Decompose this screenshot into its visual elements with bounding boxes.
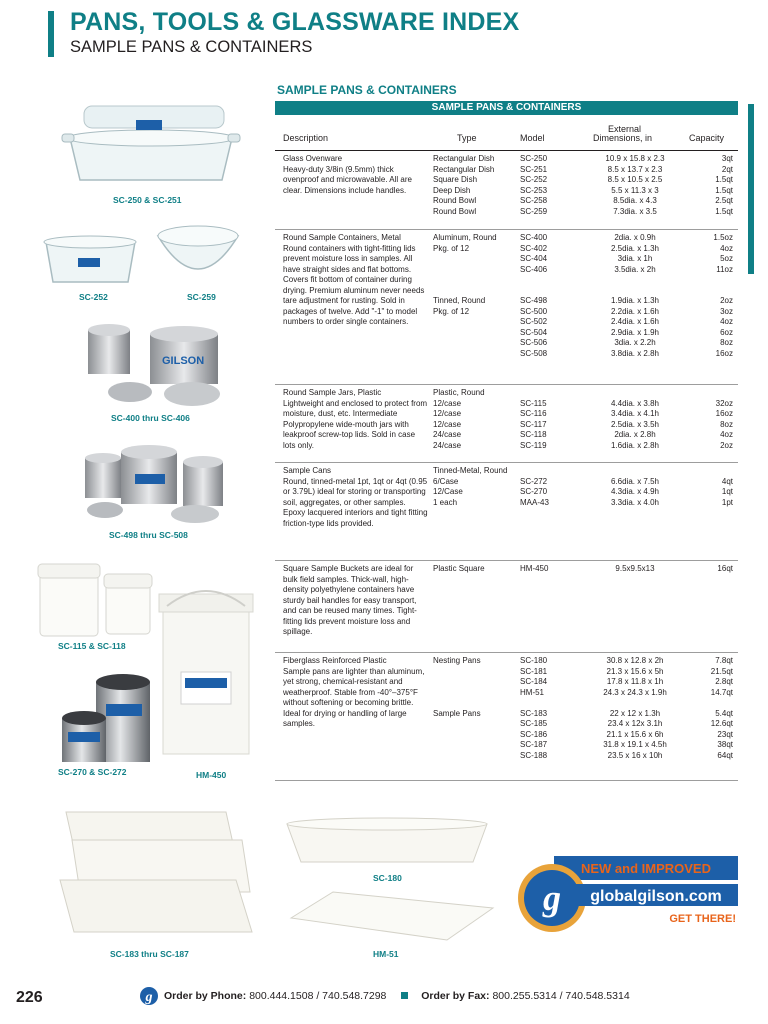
row-capacity [687,286,733,297]
row-model: SC-251 [520,164,548,174]
row-dimensions-column [575,388,695,451]
row-description: Fiberglass Reinforced Plastic Sample pans are lighter than aluminum, yet strong, chemical-resistant and weatherproof. Stable from -40°–375°F without softening or becoming brittle. Ideal for drying or handling of large samples. [283,656,425,728]
row-model: SC-404 [520,254,548,263]
row-type [433,730,515,741]
row-type: Round Bowl [433,206,477,216]
row-type [433,719,515,730]
row-model: SC-188 [520,750,548,760]
col-description-header: Description [283,133,329,143]
row-model: SC-402 [520,243,548,253]
table-title-bar: SAMPLE PANS & CONTAINERS [275,101,738,115]
row-model: SC-183 [520,708,548,718]
page-title: PANS, TOOLS & GLASSWARE INDEX [70,8,520,36]
row-model-column [520,233,572,359]
row-dimensions [575,698,695,709]
row-type: Pkg. of 12 [433,243,470,253]
row-model-column [520,656,572,761]
caption-hm-51: HM-51 [373,949,399,959]
row-model-column [520,564,572,575]
row-capacity-column [687,388,733,451]
row-model-column [520,388,572,451]
caption-hm-450: HM-450 [196,770,227,780]
row-type: Pkg. of 12 [433,306,470,316]
row-model: SC-506 [520,338,548,347]
footer-order-info [164,990,630,1002]
row-capacity: 2qt [721,164,733,174]
row-capacity: 4oz [720,243,733,253]
row-model: SC-502 [520,317,548,326]
row-type: Plastic Square [433,564,485,573]
footer-fax-label: Order by Fax: [421,990,490,1002]
row-description: Sample Cans Round, tinned-metal 1pt, 1qt or 4qt (0.95 or 3.79L) ideal for storing or transporting soil, aggregates, or other samples. Epoxy lacquered interiors and tight fitting friction-type lids provided. [283,466,428,528]
row-type: Tinned, Round [433,296,486,305]
row-dimensions: 2.9dia. x 1.9h [610,327,660,337]
row-model: SC-187 [520,740,548,749]
row-dimensions: 3.5dia. x 2h [614,264,656,274]
row-model: SC-119 [520,440,547,450]
row-model [520,698,572,709]
row-dimensions: 24.3 x 24.3 x 1.9h [603,687,667,697]
row-dimensions: 21.1 x 15.6 x 6h [606,729,664,739]
row-type: Plastic, Round [433,388,485,397]
row-type: 12/case [433,398,462,408]
row-model: SC-498 [520,296,548,305]
row-dimensions: 2dia. x 2.8h [614,430,656,439]
nesting-pans-image [56,800,256,942]
col-type-header: Type [457,133,477,143]
row-capacity: 6oz [720,327,733,337]
row-capacity: 2.5qt [715,196,733,205]
square-bucket-image [157,580,255,760]
row-type [433,349,515,360]
row-dimensions: 4.4dia. x 3.8h [610,398,660,408]
row-type-column [433,564,515,575]
row-type: 24/case [433,440,462,450]
caption-sc-400-406: SC-400 thru SC-406 [111,413,190,423]
row-capacity-column [687,466,733,508]
row-type: Rectangular Dish [433,164,495,174]
row-dimensions-column [575,154,695,217]
row-model: SC-272 [520,476,548,486]
row-type-column [433,233,515,359]
row-type [433,688,515,699]
row-model: SC-259 [520,206,548,216]
aluminum-containers-image [80,318,230,410]
row-type: Round Bowl [433,196,477,205]
row-model: SC-184 [520,677,548,686]
row-type [433,677,515,688]
row-capacity: 5.4qt [715,708,733,718]
row-capacity: 11oz [716,264,733,274]
caption-sc-252: SC-252 [79,292,108,302]
table-row [275,150,738,230]
col-dim-header-line2: Dimensions, in [593,133,653,143]
row-capacity: 23qt [717,729,733,739]
page-number: 226 [16,989,43,1006]
table-row [275,652,738,781]
row-capacity-column [687,656,733,761]
row-dimensions [575,286,695,297]
row-model [520,286,572,297]
table-row [275,229,738,385]
row-type: 24/case [433,430,462,439]
row-dimensions: 9.5x9.5x13 [615,564,655,573]
globalgilson-ad[interactable] [514,854,740,934]
row-model: SC-406 [520,264,548,274]
glass-rectangular-dish-image [56,94,246,194]
row-dimensions: 31.8 x 19.1 x 4.5h [603,740,667,749]
row-dimensions: 3.3dia. x 4.0h [610,497,660,507]
row-capacity: 1pt [721,497,733,507]
row-capacity: 16oz [715,409,733,418]
tinned-containers-image [75,440,235,526]
row-type [433,751,515,762]
row-type: Deep Dish [433,185,471,195]
row-dimensions: 6.6dia. x 7.5h [610,476,660,486]
row-type: Sample Pans [433,708,481,718]
svg-text:g: g [543,878,561,918]
row-model: SC-270 [520,487,548,496]
row-type: Aluminum, Round [433,233,497,242]
row-dimensions: 2.2dia. x 1.6h [610,306,660,316]
row-capacity: 3oz [720,306,733,316]
row-type: Tinned-Metal, Round [433,466,508,475]
row-dimensions: 8.5 x 13.7 x 2.3 [607,164,663,174]
row-model: SC-181 [520,666,548,676]
row-dimensions-column [575,656,695,761]
col-dim-header-line1: External [608,124,642,134]
row-dimensions: 1.6dia. x 2.8h [610,440,660,450]
row-capacity: 21.5qt [710,666,733,676]
gilson-g-logo-icon [139,985,159,1007]
caption-sc-180: SC-180 [373,873,402,883]
footer-phone[interactable]: 800.444.1508 / 740.548.7298 [249,990,387,1002]
row-dimensions: 5.5 x 11.3 x 3 [611,185,659,195]
row-capacity [687,466,733,477]
row-dimensions: 8.5dia. x 4.3 [613,196,657,205]
ad-site-text: globalgilson.com [590,888,722,905]
row-dimensions: 8.5 x 10.5 x 2.5 [607,175,663,184]
row-type: 12/case [433,419,462,429]
row-model: SC-258 [520,196,548,205]
row-model-column [520,154,572,217]
row-dimensions: 23.5 x 16 x 10h [607,750,663,760]
caption-sc-498-508: SC-498 thru SC-508 [109,530,188,540]
row-model: SC-252 [520,175,548,184]
table-row [275,384,738,463]
row-dimensions: 3.8dia. x 2.8h [610,348,660,358]
row-dimensions-column [575,466,695,508]
edge-tab-marker [748,104,754,274]
row-type [433,740,515,751]
row-model: SC-253 [520,185,548,195]
row-type: Square Dish [433,175,478,184]
row-capacity [687,388,733,399]
row-dimensions: 3dia. x 2.2h [614,338,656,347]
row-type-column [433,388,515,451]
row-capacity: 8oz [720,419,733,429]
row-capacity: 1.5qt [715,175,733,184]
col-model-header: Model [520,133,545,143]
row-capacity: 16qt [717,564,733,573]
row-dimensions: 7.3dia. x 3.5 [613,206,657,216]
row-dimensions [575,466,695,477]
row-dimensions: 1.9dia. x 1.3h [610,296,660,305]
row-model [520,388,572,399]
row-dimensions: 17.8 x 11.8 x 1h [606,677,664,686]
row-type: Rectangular Dish [433,154,495,163]
row-type [433,317,515,328]
ad-new-improved-text: NEW and IMPROVED [580,861,712,876]
row-dimensions: 10.9 x 15.8 x 2.3 [605,154,665,163]
row-capacity: 2oz [720,440,733,450]
row-model: SC-185 [520,719,548,728]
row-description: Round Sample Containers, Metal Round containers with tight-fitting lids prevent moisture loss in samples. All have straight sides and flat bottoms. Covers fit bottom of container during drying. Premium aluminum never needs tare adjustment for rusting. Sold in packages of twelve. Add "-1" to model numbers to order single containers. [283,233,425,326]
row-type-column [433,656,515,761]
page-subtitle: SAMPLE PANS & CONTAINERS [70,38,313,56]
row-model: SC-115 [520,398,547,408]
footer-separator-icon [401,992,408,999]
row-dimensions: 3dia. x 1h [617,254,653,263]
footer-fax[interactable]: 800.255.5314 / 740.548.5314 [492,990,630,1002]
row-capacity: 1.5qt [715,206,733,216]
row-description: Glass Ovenware Heavy-duty 3/8in (9.5mm) thick ovenproof and microwavable. All are clear. Dimensions include handles. [283,154,412,195]
row-capacity: 16oz [715,348,733,358]
row-model: SC-508 [520,348,548,358]
caption-sc-270-272: SC-270 & SC-272 [58,767,127,777]
row-capacity: 4oz [720,430,733,439]
row-model: SC-504 [520,327,548,337]
row-model: SC-118 [520,430,547,439]
row-type [433,265,515,276]
row-capacity: 12.6qt [710,719,733,728]
row-type [433,338,515,349]
row-dimensions: 22 x 12 x 1.3h [609,708,661,718]
row-dimensions: 3.4dia. x 4.1h [610,409,660,418]
row-capacity: 38qt [717,740,733,749]
row-type: Nesting Pans [433,656,481,665]
row-capacity: 4oz [720,317,733,326]
row-type: 12/Case [433,487,463,496]
shallow-pan-image [283,814,493,868]
row-dimensions: 2.4dia. x 1.6h [610,317,660,326]
row-dimensions-column [575,564,695,575]
row-type: 6/Case [433,476,459,486]
row-model: SC-117 [520,419,547,429]
row-capacity: 64qt [717,750,733,760]
glass-square-dish-image [38,230,143,290]
row-capacity: 1qt [721,487,733,496]
row-model: SC-180 [520,656,548,665]
row-capacity-column [687,233,733,359]
row-model-column [520,466,572,508]
row-capacity: 1.5oz [713,233,733,242]
row-dimensions: 4.3dia. x 4.9h [610,487,660,496]
row-type-column [433,154,515,217]
row-capacity [687,275,733,286]
row-capacity-column [687,564,733,575]
row-dimensions [575,388,695,399]
row-type-column [433,466,515,508]
row-type [433,667,515,678]
row-dimensions: 23.4 x 12x 3.1h [607,719,663,728]
row-capacity: 2oz [720,296,733,305]
row-model: HM-51 [520,687,545,697]
row-model: SC-116 [520,409,547,418]
row-dimensions: 21.3 x 15.6 x 5h [606,666,664,676]
row-model: HM-450 [520,564,549,573]
ad-cta-text: GET THERE! [669,913,736,925]
row-description: Round Sample Jars, Plastic Lightweight and enclosed to protect from moisture, dust, etc. Intermediate Polypropylene wide-mouth jars with leakproof screw-top lids. Sold in case lots only. [283,388,428,450]
row-type: 1 each [433,497,458,507]
col-capacity-header: Capacity [689,133,725,143]
plastic-jars-image [36,560,156,640]
flat-tray-image [287,888,497,944]
row-model [520,466,572,477]
gilson-logo-text: GILSON [162,355,205,367]
row-capacity: 1.5qt [715,185,733,195]
row-type [433,698,515,709]
row-capacity: 3qt [721,154,733,163]
caption-sc-259: SC-259 [187,292,216,302]
row-type [433,275,515,286]
row-type [433,254,515,265]
svg-text:g: g [145,990,153,1005]
row-model: SC-250 [520,154,548,163]
row-capacity: 2.8qt [715,677,733,686]
caption-sc-250-251: SC-250 & SC-251 [113,195,182,205]
row-capacity: 14.7qt [710,687,733,697]
row-dimensions: 30.8 x 12.8 x 2h [606,656,664,665]
row-type [433,328,515,339]
row-capacity: 5oz [720,254,733,263]
row-type: 12/case [433,409,462,418]
table-column-headers [275,116,738,151]
row-capacity: 7.8qt [715,656,733,665]
row-capacity [687,698,733,709]
caption-sc-183-187: SC-183 thru SC-187 [110,949,189,959]
caption-sc-115-118: SC-115 & SC-118 [58,641,126,651]
row-description: Square Sample Buckets are ideal for bulk field samples. Thick-wall, high-density polyethylene containers have sturdy bail handles for easy transport, and can be reused many times. Tight-fitting lids prevent moisture loss and spillage. [283,564,417,636]
sample-cans-image [56,660,156,764]
row-dimensions: 2.5dia. x 3.5h [610,419,660,429]
table-row [275,560,738,653]
table-row [275,462,738,561]
row-capacity: 8oz [720,338,733,347]
row-model: SC-186 [520,729,548,739]
row-capacity: 32oz [715,398,733,408]
row-capacity-column [687,154,733,217]
footer-phone-label: Order by Phone: [164,990,247,1002]
row-model: MAA-43 [520,497,549,507]
row-dimensions-column [575,233,695,359]
row-capacity: 4qt [721,476,733,486]
row-dimensions [575,275,695,286]
glass-round-bowl-image [153,220,243,288]
row-dimensions: 2dia. x 0.9h [614,233,656,242]
row-model: SC-500 [520,306,548,316]
header-accent-bar [48,11,54,57]
row-type [433,286,515,297]
section-title: SAMPLE PANS & CONTAINERS [277,83,457,97]
row-model [520,275,572,286]
row-model: SC-400 [520,233,548,242]
row-dimensions: 2.5dia. x 1.3h [610,243,660,253]
